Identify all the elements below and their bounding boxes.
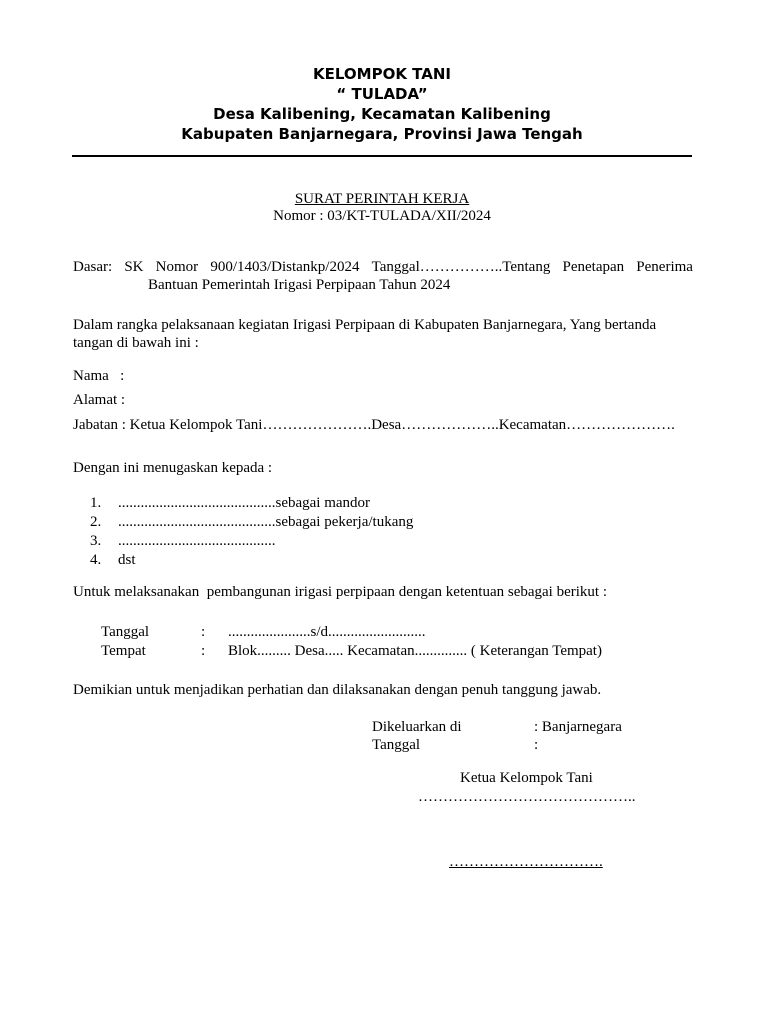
term-colon: : (201, 624, 206, 640)
list-text: .......................................... (118, 533, 276, 549)
letterhead-org: KELOMPOK TANI (313, 65, 451, 83)
letterhead-village: Desa Kalibening, Kecamatan Kalibening (213, 105, 551, 123)
closing-text: Demikian untuk menjadikan perhatian dan dilaksanakan dengan penuh tanggung jawab. (73, 682, 602, 698)
issued-block (372, 718, 622, 754)
list-text: ..........................................sebagai pekerja/tukang (118, 514, 414, 530)
signature-role: Ketua Kelompok Tani (460, 770, 593, 786)
list-text: dst (118, 552, 136, 568)
dasar-word: SK (124, 259, 144, 275)
dasar-word: Tanggal……………..Tentang (371, 259, 551, 275)
list-number: 1. (90, 495, 102, 511)
signer-nama: Nama : (73, 368, 125, 384)
issued-place-label: Dikeluarkan di (372, 719, 462, 735)
letter-title-block (72, 191, 692, 225)
letter-title: SURAT PERINTAH KERJA (294, 191, 470, 207)
dasar-word: Penetapan (562, 259, 625, 275)
issued-date-row (372, 736, 622, 754)
term-tempat (101, 642, 602, 660)
purpose-text: Untuk melaksanakan pembangunan irigasi perpipaan dengan ketentuan sebagai berikut : (73, 584, 607, 600)
issued-place-value: : Banjarnegara (534, 719, 622, 735)
letter-number: Nomor : 03/KT-TULADA/XII/2024 (273, 208, 491, 224)
dasar-word: Dasar: (73, 259, 113, 275)
dasar-word: Nomor (155, 259, 199, 275)
letterhead-name: “ TULADA” (336, 85, 428, 103)
dasar-paragraph (73, 258, 693, 294)
signer-alamat: Alamat : (73, 392, 126, 408)
dasar-line-1 (73, 258, 693, 276)
intro-paragraph: Dalam rangka pelaksanaan kegiatan Irigasi Perpipaan di Kabupaten Banjarnegara, Yang bertanda tangan di bawah ini : (73, 317, 657, 351)
signer-jabatan: Jabatan : Ketua Kelompok Tani………………….Desa………………..Kecamatan…………………. (73, 417, 675, 433)
list-item (90, 551, 413, 570)
letterhead (72, 64, 692, 144)
term-label: Tanggal (101, 624, 150, 640)
issued-place-row (372, 718, 622, 736)
term-value: Blok......... Desa..... Kecamatan.............. ( Keterangan Tempat) (228, 643, 602, 659)
term-value: ......................s/d.......................... (228, 624, 426, 640)
assign-intro: Dengan ini menugaskan kepada : (73, 460, 273, 476)
dasar-word: 900/1403/Distankp/2024 (210, 259, 360, 275)
dasar-line-2: Bantuan Pemerintah Irigasi Perpipaan Tahun 2024 (148, 277, 451, 293)
dasar-word: Penerima (636, 259, 693, 275)
list-text: ..........................................sebagai mandor (118, 495, 371, 511)
term-label: Tempat (101, 643, 146, 659)
term-colon: : (201, 643, 206, 659)
signature-role-dots: …………………………………….. (418, 789, 636, 805)
signature-name: …………………………. (449, 854, 603, 870)
issued-date-value: : (534, 737, 539, 753)
list-number: 3. (90, 533, 102, 549)
term-tanggal (101, 623, 426, 641)
list-number: 4. (90, 552, 102, 568)
list-number: 2. (90, 514, 102, 530)
assignee-list (90, 494, 413, 570)
header-divider (72, 155, 692, 157)
list-item (90, 513, 413, 532)
list-item (90, 532, 413, 551)
issued-date-label: Tanggal (372, 737, 421, 753)
list-item (90, 494, 413, 513)
letterhead-region: Kabupaten Banjarnegara, Provinsi Jawa Tengah (181, 125, 583, 143)
